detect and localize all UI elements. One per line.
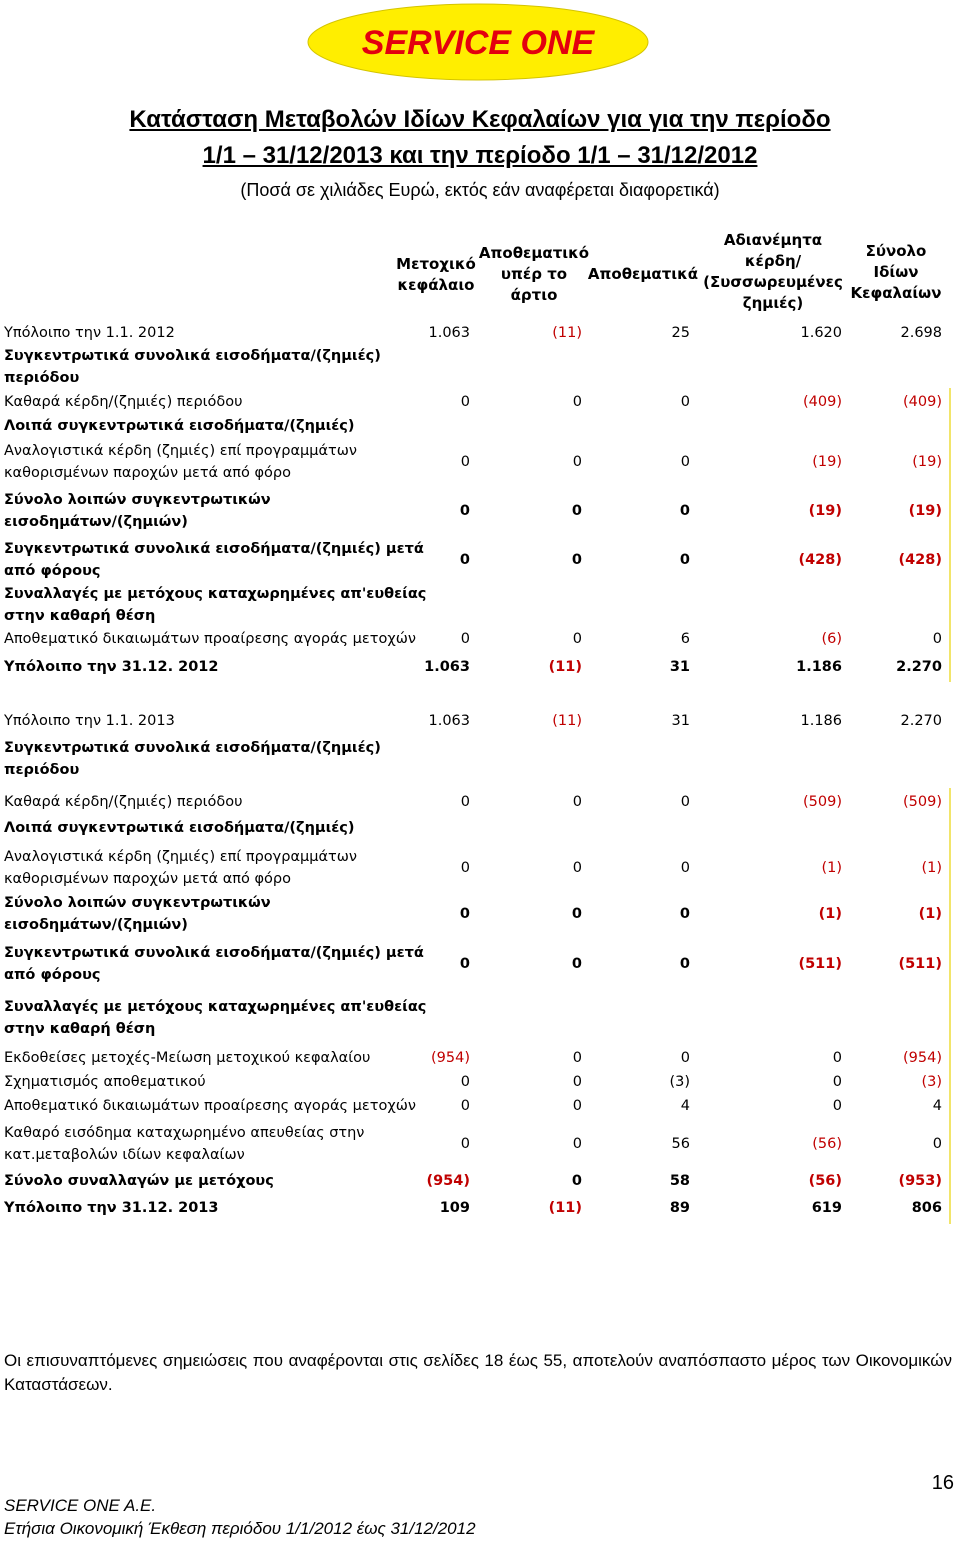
cell-c5: (428) bbox=[898, 552, 942, 568]
table-row bbox=[4, 791, 948, 813]
cell-c4: (409) bbox=[803, 394, 842, 410]
cell-c2: 0 bbox=[571, 956, 582, 972]
row-label: Αποθεματικό δικαιωμάτων προαίρεσης αγοράς μετοχών bbox=[4, 1098, 416, 1114]
cell-c1: 0 bbox=[460, 454, 470, 470]
cell-c1: 0 bbox=[459, 503, 470, 519]
row-label: Αποθεματικό δικαιωμάτων προαίρεσης αγοράς μετοχών bbox=[4, 631, 416, 647]
row-label: Υπόλοιπο την 1.1. 2012 bbox=[4, 325, 175, 341]
cell-c3: 6 bbox=[680, 631, 690, 647]
cell-c1: (954) bbox=[426, 1173, 470, 1189]
cell-c2: (11) bbox=[548, 659, 582, 675]
cell-c5: (511) bbox=[898, 956, 942, 972]
cell-c2: 0 bbox=[571, 906, 582, 922]
cell-c3: 25 bbox=[671, 325, 690, 341]
row-label: Σύνολο συναλλαγών με μετόχους bbox=[4, 1173, 274, 1189]
cell-c4: 0 bbox=[832, 1050, 842, 1066]
col-header-share-premium: Αποθεματικό υπέρ το άρτιο bbox=[478, 244, 590, 304]
cell-c5: (1) bbox=[921, 860, 942, 876]
cell-c1: 1.063 bbox=[428, 713, 470, 729]
cell-c5: (1) bbox=[918, 906, 942, 922]
cell-c5: 2.270 bbox=[900, 713, 942, 729]
cell-c2: 0 bbox=[571, 552, 582, 568]
table-row bbox=[4, 415, 948, 437]
table-row bbox=[4, 538, 948, 582]
cell-c3: 4 bbox=[680, 1098, 690, 1114]
row-label: Συναλλαγές με μετόχους καταχωρημένες απ'ευθείας στην καθαρή θέση bbox=[4, 586, 427, 624]
table-row bbox=[4, 489, 948, 533]
row-label: Καθαρό εισόδημα καταχωρημένο απευθείας στην κατ.μεταβολών ιδίων κεφαλαίων bbox=[4, 1125, 365, 1163]
cell-c3: 0 bbox=[679, 956, 690, 972]
cell-c1: 0 bbox=[460, 1136, 470, 1152]
row-label: Λοιπά συγκεντρωτικά εισοδήματα/(ζημιές) bbox=[4, 820, 355, 836]
footnote: Οι επισυναπτόμενες σημειώσεις που αναφέρονται στις σελίδες 18 έως 55, αποτελούν αναπόσπαστο μέρος των Οικονομικών Καταστάσεων. bbox=[4, 1351, 952, 1394]
cell-c2: 0 bbox=[571, 503, 582, 519]
table-row bbox=[4, 737, 948, 781]
cell-c2: 0 bbox=[572, 394, 582, 410]
cell-c5: 4 bbox=[932, 1098, 942, 1114]
row-label: Συγκεντρωτικά συνολικά εισοδήματα/(ζημιές) περιόδου bbox=[4, 348, 381, 386]
table-row bbox=[4, 440, 948, 484]
cell-c4: (1) bbox=[818, 906, 842, 922]
cell-c5: (953) bbox=[898, 1173, 942, 1189]
row-label: Συγκεντρωτικά συνολικά εισοδήματα/(ζημιές) μετά από φόρους bbox=[4, 541, 424, 579]
cell-c4: 1.186 bbox=[800, 713, 842, 729]
table-row bbox=[4, 996, 948, 1040]
table-row bbox=[4, 846, 948, 890]
table-row bbox=[4, 1170, 948, 1192]
title-line-1: Κατάσταση Μεταβολών Ιδίων Κεφαλαίων για για την περίοδο bbox=[129, 106, 831, 133]
row-label: Σύνολο λοιπών συγκεντρωτικών εισοδημάτων/(ζημιών) bbox=[4, 492, 271, 530]
row-label: Συγκεντρωτικά συνολικά εισοδήματα/(ζημιές) μετά από φόρους bbox=[4, 945, 424, 983]
cell-c2: 0 bbox=[572, 1136, 582, 1152]
cell-c2: 0 bbox=[572, 454, 582, 470]
cell-c2: (11) bbox=[552, 325, 582, 341]
cell-c2: 0 bbox=[572, 1098, 582, 1114]
cell-c2: 0 bbox=[572, 860, 582, 876]
cell-c1: 109 bbox=[439, 1200, 470, 1216]
cell-c1: 0 bbox=[459, 906, 470, 922]
table-row bbox=[4, 817, 948, 839]
cell-c4: (1) bbox=[821, 860, 842, 876]
table-row bbox=[4, 1071, 948, 1093]
table-row bbox=[4, 710, 948, 732]
subtitle: (Ποσά σε χιλιάδες Ευρώ, εκτός εάν αναφέρεται διαφορετικά) bbox=[240, 180, 720, 200]
cell-c3: 0 bbox=[679, 906, 690, 922]
row-label: Σύνολο λοιπών συγκεντρωτικών εισοδημάτων/(ζημιών) bbox=[4, 895, 271, 933]
cell-c1: 0 bbox=[459, 956, 470, 972]
cell-c1: 0 bbox=[460, 860, 470, 876]
cell-c1: (954) bbox=[431, 1050, 470, 1066]
table-row bbox=[4, 656, 948, 678]
cell-c1: 0 bbox=[460, 1098, 470, 1114]
column-border-2013 bbox=[949, 788, 951, 1224]
cell-c5: 2.698 bbox=[900, 325, 942, 341]
row-label: Υπόλοιπο την 1.1. 2013 bbox=[4, 713, 175, 729]
cell-c1: 0 bbox=[460, 394, 470, 410]
cell-c3: 0 bbox=[679, 503, 690, 519]
table-row bbox=[4, 391, 948, 413]
cell-c4: (19) bbox=[812, 454, 842, 470]
table-row bbox=[4, 892, 948, 936]
row-label: Αναλογιστικά κέρδη (ζημιές) επί προγραμμάτων καθορισμένων παροχών μετά από φόρο bbox=[4, 849, 358, 887]
cell-c4: 1.620 bbox=[800, 325, 842, 341]
cell-c4: (56) bbox=[812, 1136, 842, 1152]
table-row bbox=[4, 345, 948, 389]
cell-c4: (511) bbox=[798, 956, 842, 972]
cell-c5: 0 bbox=[932, 1136, 942, 1152]
cell-c5: (409) bbox=[903, 394, 942, 410]
cell-c5: (509) bbox=[903, 794, 942, 810]
row-label: Καθαρά κέρδη/(ζημιές) περιόδου bbox=[4, 794, 243, 810]
row-label: Εκδοθείσες μετοχές-Μείωση μετοχικού κεφαλαίου bbox=[4, 1050, 371, 1066]
footer-company: SERVICE ONE A.E. bbox=[4, 1496, 157, 1515]
row-label: Συναλλαγές με μετόχους καταχωρημένες απ'ευθείας στην καθαρή θέση bbox=[4, 999, 427, 1037]
cell-c5: (19) bbox=[912, 454, 942, 470]
row-label: Υπόλοιπο την 31.12. 2013 bbox=[4, 1200, 219, 1216]
cell-c4: (6) bbox=[821, 631, 842, 647]
table-row bbox=[4, 322, 948, 344]
page-number: 16 bbox=[931, 1472, 954, 1494]
row-label: Συγκεντρωτικά συνολικά εισοδήματα/(ζημιές) περιόδου bbox=[4, 740, 381, 778]
cell-c4: 0 bbox=[832, 1074, 842, 1090]
cell-c2: (11) bbox=[548, 1200, 582, 1216]
cell-c3: 0 bbox=[680, 454, 690, 470]
col-header-retained-earnings: Αδιανέμητα κέρδη/ (Συσσωρευμένες ζημιές) bbox=[703, 231, 843, 312]
cell-c3: 0 bbox=[679, 552, 690, 568]
table-row bbox=[4, 942, 948, 986]
cell-c2: (11) bbox=[552, 713, 582, 729]
table-row bbox=[4, 1197, 948, 1219]
cell-c3: (3) bbox=[669, 1074, 690, 1090]
cell-c1: 1.063 bbox=[428, 325, 470, 341]
cell-c5: (19) bbox=[908, 503, 942, 519]
cell-c1: 0 bbox=[460, 631, 470, 647]
cell-c4: 0 bbox=[832, 1098, 842, 1114]
title-line-2: 1/1 – 31/12/2013 και την περίοδο 1/1 – 31/12/2012 bbox=[202, 142, 758, 169]
table-row bbox=[4, 1047, 948, 1069]
table-row bbox=[4, 1122, 948, 1166]
cell-c4: (509) bbox=[803, 794, 842, 810]
col-header-reserves: Αποθεματικά bbox=[587, 265, 699, 283]
col-header-total-equity: Σύνολο Ιδίων Κεφαλαίων bbox=[850, 242, 942, 302]
row-label: Λοιπά συγκεντρωτικά εισοδήματα/(ζημιές) bbox=[4, 418, 355, 434]
table-row bbox=[4, 1095, 948, 1117]
col-header-share-capital: Μετοχικό κεφάλαιο bbox=[396, 255, 476, 294]
row-label: Αναλογιστικά κέρδη (ζημιές) επί προγραμμάτων καθορισμένων παροχών μετά από φόρο bbox=[4, 443, 358, 481]
cell-c3: 0 bbox=[680, 794, 690, 810]
cell-c1: 0 bbox=[460, 794, 470, 810]
table-row bbox=[4, 628, 948, 650]
row-label: Σχηματισμός αποθεματικού bbox=[4, 1074, 206, 1090]
cell-c2: 0 bbox=[571, 1173, 582, 1189]
cell-c3: 89 bbox=[669, 1200, 690, 1216]
cell-c5: 2.270 bbox=[896, 659, 942, 675]
cell-c2: 0 bbox=[572, 1074, 582, 1090]
cell-c5: 0 bbox=[932, 631, 942, 647]
cell-c4: 619 bbox=[811, 1200, 842, 1216]
cell-c4: (56) bbox=[808, 1173, 842, 1189]
cell-c4: (428) bbox=[798, 552, 842, 568]
service-one-logo bbox=[306, 2, 650, 82]
cell-c5: (3) bbox=[921, 1074, 942, 1090]
logo-text: SERVICE ONE bbox=[361, 24, 595, 62]
cell-c3: 31 bbox=[669, 659, 690, 675]
cell-c3: 0 bbox=[680, 1050, 690, 1066]
cell-c5: 806 bbox=[911, 1200, 942, 1216]
column-border-2012 bbox=[949, 388, 951, 682]
footer-report: Ετήσια Οικονομική Έκθεση περιόδου 1/1/2012 έως 31/12/2012 bbox=[4, 1519, 476, 1538]
row-label: Υπόλοιπο την 31.12. 2012 bbox=[4, 659, 219, 675]
cell-c1: 0 bbox=[459, 552, 470, 568]
cell-c2: 0 bbox=[572, 1050, 582, 1066]
cell-c3: 31 bbox=[671, 713, 690, 729]
cell-c3: 0 bbox=[680, 860, 690, 876]
cell-c4: (19) bbox=[808, 503, 842, 519]
cell-c5: (954) bbox=[903, 1050, 942, 1066]
cell-c3: 0 bbox=[680, 394, 690, 410]
cell-c4: 1.186 bbox=[796, 659, 842, 675]
cell-c1: 1.063 bbox=[424, 659, 470, 675]
cell-c2: 0 bbox=[572, 631, 582, 647]
cell-c2: 0 bbox=[572, 794, 582, 810]
cell-c3: 58 bbox=[669, 1173, 690, 1189]
cell-c3: 56 bbox=[671, 1136, 690, 1152]
row-label: Καθαρά κέρδη/(ζημιές) περιόδου bbox=[4, 394, 243, 410]
cell-c1: 0 bbox=[460, 1074, 470, 1090]
table-row bbox=[4, 583, 948, 627]
